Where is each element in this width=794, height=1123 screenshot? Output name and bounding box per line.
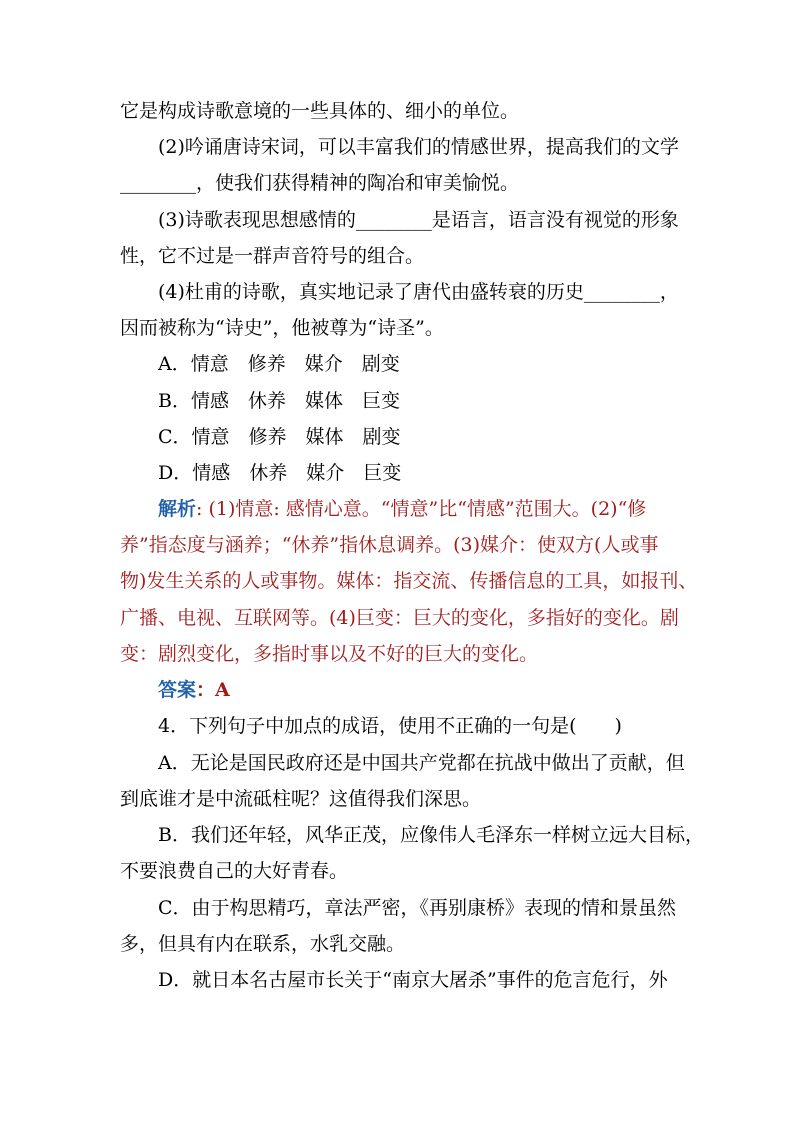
analysis-line: 变：剧烈变化，多指时事以及不好的巨大的变化。 — [120, 643, 539, 665]
option-c: C．情意 修养 媒体 剧变 — [158, 426, 401, 448]
text-line: (3)诗歌表现思想感情的________是语言，语言没有视觉的形象 — [158, 209, 679, 231]
answer-line — [158, 677, 230, 703]
option-a: A．情意 修养 媒介 剧变 — [158, 353, 400, 375]
analysis-line: 养”指态度与涵养；“休养”指休息调养。(3)媒介：使双方(人或事 — [120, 534, 659, 556]
answer-label: 答案 — [158, 679, 197, 701]
question-line: 到底谁才是中流砥柱呢？这值得我们深思。 — [120, 788, 482, 810]
analysis-text: : (1)情意: 感情心意。“情意”比“情感”范围大。(2)“修 — [196, 498, 647, 520]
text-line: ________，使我们获得精神的陶冶和审美愉悦。 — [120, 172, 520, 194]
text-line: 性，它不过是一群声音符号的组合。 — [120, 245, 425, 267]
analysis-line — [158, 496, 646, 522]
question-line: A．无论是国民政府还是中国共产党都在抗战中做出了贡献，但 — [158, 752, 685, 774]
question-line: 多，但具有内在联系，水乳交融。 — [120, 933, 406, 955]
question-line: B．我们还年轻，风华正茂，应像伟人毛泽东一样树立远大目标， — [158, 824, 704, 846]
option-d: D．情感 休养 媒介 巨变 — [158, 462, 402, 484]
question-line: C．由于构思精巧，章法严密，《再别康桥》表现的情和景虽然 — [158, 897, 677, 919]
analysis-line: 物)发生关系的人或事物。媒体：指交流、传播信息的工具，如报刊、 — [120, 570, 698, 592]
answer-value: ：A — [196, 679, 230, 701]
analysis-line: 广播、电视、互联网等。(4)巨变：巨大的变化，多指好的变化。剧 — [120, 607, 679, 629]
question-stem: 4．下列句子中加点的成语，使用不正确的一句是( ) — [158, 715, 622, 737]
option-b: B．情感 休养 媒体 巨变 — [158, 390, 400, 412]
text-line: (4)杜甫的诗歌，真实地记录了唐代由盛转衰的历史________， — [158, 281, 679, 303]
text-line: 它是构成诗歌意境的一些具体的、细小的单位。 — [120, 100, 520, 122]
question-line: D．就日本名古屋市长关于“南京大屠杀”事件的危言危行，外 — [158, 969, 668, 991]
text-line: (2)吟诵唐诗宋词，可以丰富我们的情感世界，提高我们的文学 — [158, 136, 679, 158]
question-line: 不要浪费自己的大好青春。 — [120, 860, 349, 882]
analysis-label: 解析 — [158, 498, 197, 520]
text-line: 因而被称为“诗史”，他被尊为“诗圣”。 — [120, 317, 444, 339]
